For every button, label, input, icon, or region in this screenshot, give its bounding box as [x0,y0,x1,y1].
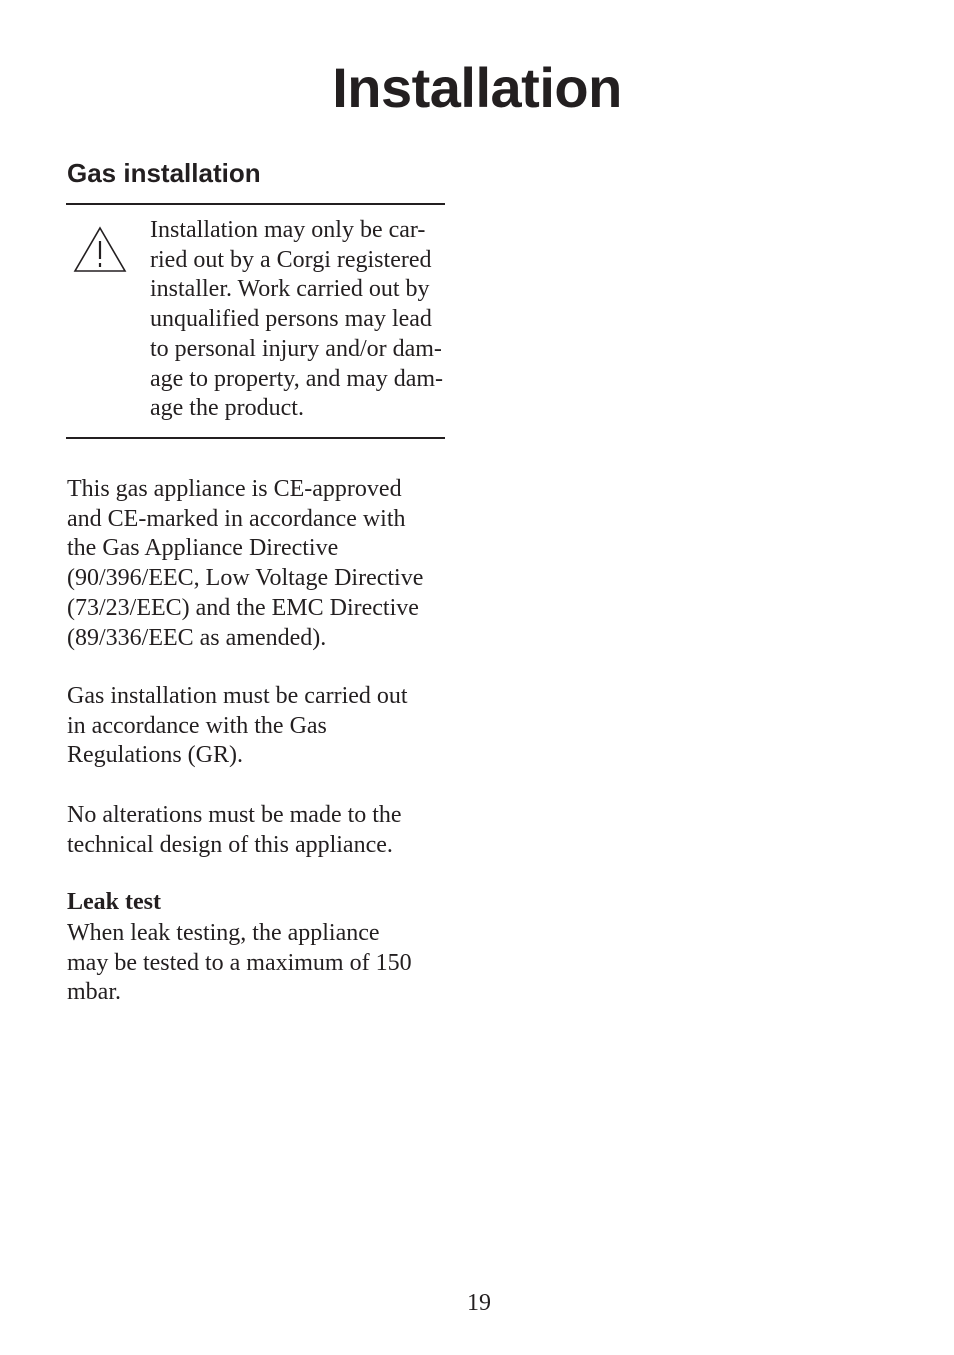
warning-top-rule [66,203,445,205]
warning-triangle-icon [72,225,128,275]
section-heading: Gas installation [67,158,261,188]
page-title: Installation [332,56,622,119]
leak-test-paragraph: When leak testing, the appliance may be tested to a maximum of 150 mbar. [67,920,412,1006]
warning-bottom-rule [66,437,445,439]
gas-regulations-paragraph: Gas installation must be carried out in accordance with the Gas Regulations (GR). [67,683,408,769]
page-number: 19 [467,1290,491,1316]
ce-approval-paragraph: This gas appliance is CE-approved and CE-marked in accordance with the Gas Appliance Directive (90/396/EEC, Low Voltage Directive (73/23/EEC) and the EMC Directive (89/336/EEC as amended). [67,476,424,651]
leak-test-heading: Leak test [67,889,161,915]
warning-text: Installation may only be car- ried out by a Corgi registered installer. Work carried out by unqualified persons may lead to personal injury and/or dam- age to property, and may dam- age the product. [150,217,444,422]
no-alterations-paragraph: No alterations must be made to the technical design of this appliance. [67,802,402,858]
